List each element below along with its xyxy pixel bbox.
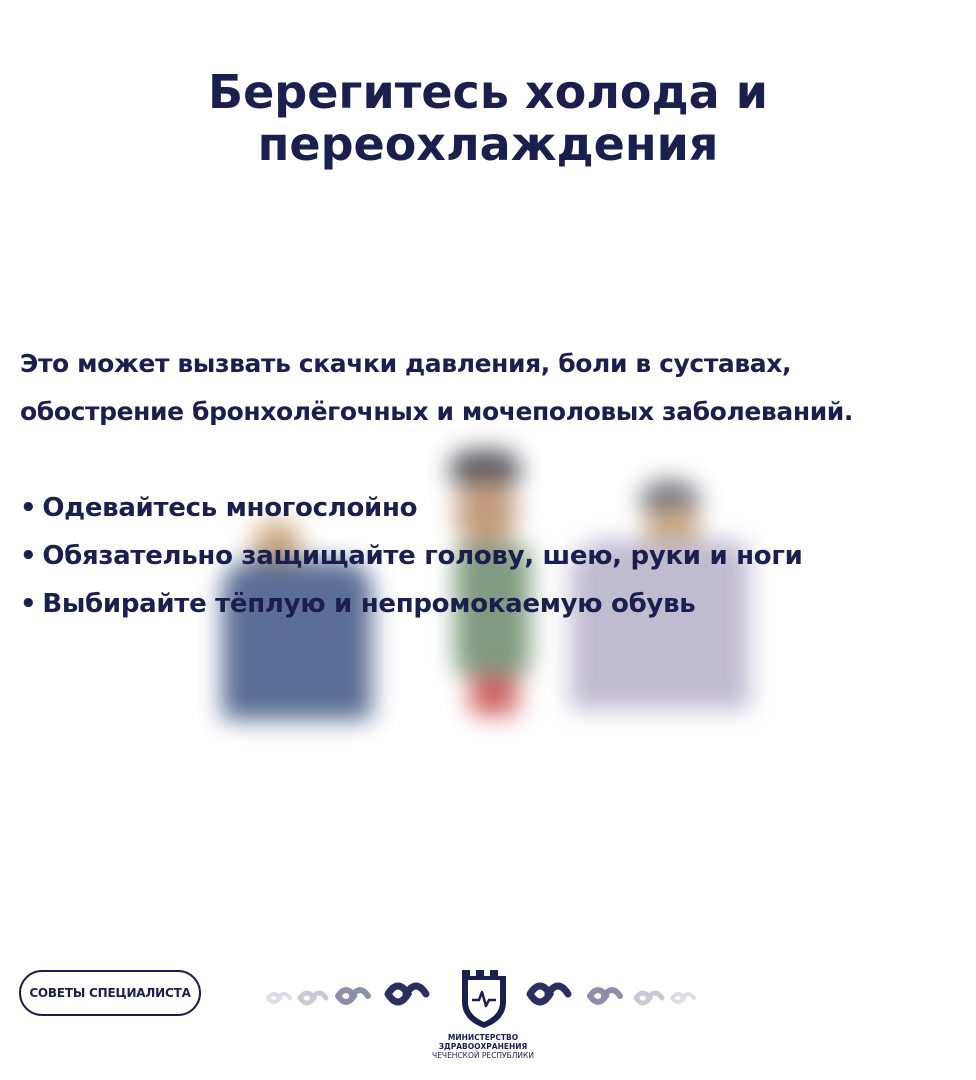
ministry-line-3: ЧЕЧЕНСКОЙ РЕСПУБЛИКИ [432,1051,534,1060]
intro-text [20,340,970,436]
chechen-ornament-icon [264,968,444,1018]
ministry-caption [408,1033,558,1060]
ministry-line-1: МИНИСТЕРСТВО [447,1033,519,1042]
page-title-line-1: Берегитесь холода и [208,65,768,119]
tips-list [20,484,960,628]
tip-item [20,484,960,532]
ministry-emblem-icon [456,966,512,1030]
bullet-icon: • [20,541,37,571]
intro-line-2: обострение бронхолёгочных и мочеполовых заболеваний. [20,397,854,426]
bullet-icon: • [20,493,37,523]
tip-text: Обязательно защищайте голову, шею, руки и ноги [42,541,803,571]
tip-text: Одевайтесь многослойно [42,493,418,523]
intro-line-1: Это может вызвать скачки давления, боли в суставах, [20,349,792,378]
page-title-line-2: переохлаждения [257,117,719,171]
specialist-advice-badge: СОВЕТЫ СПЕЦИАЛИСТА [19,970,201,1016]
person-middle-boots [470,675,518,715]
chechen-ornament-icon [524,968,704,1018]
tip-text: Выбирайте тёплую и непромокаемую обувь [42,589,696,619]
ministry-line-2: ЗДРАВООХРАНЕНИЯ [438,1042,528,1051]
tip-item [20,580,960,628]
tip-item [20,532,960,580]
bullet-icon: • [20,589,37,619]
page-title [0,66,976,170]
